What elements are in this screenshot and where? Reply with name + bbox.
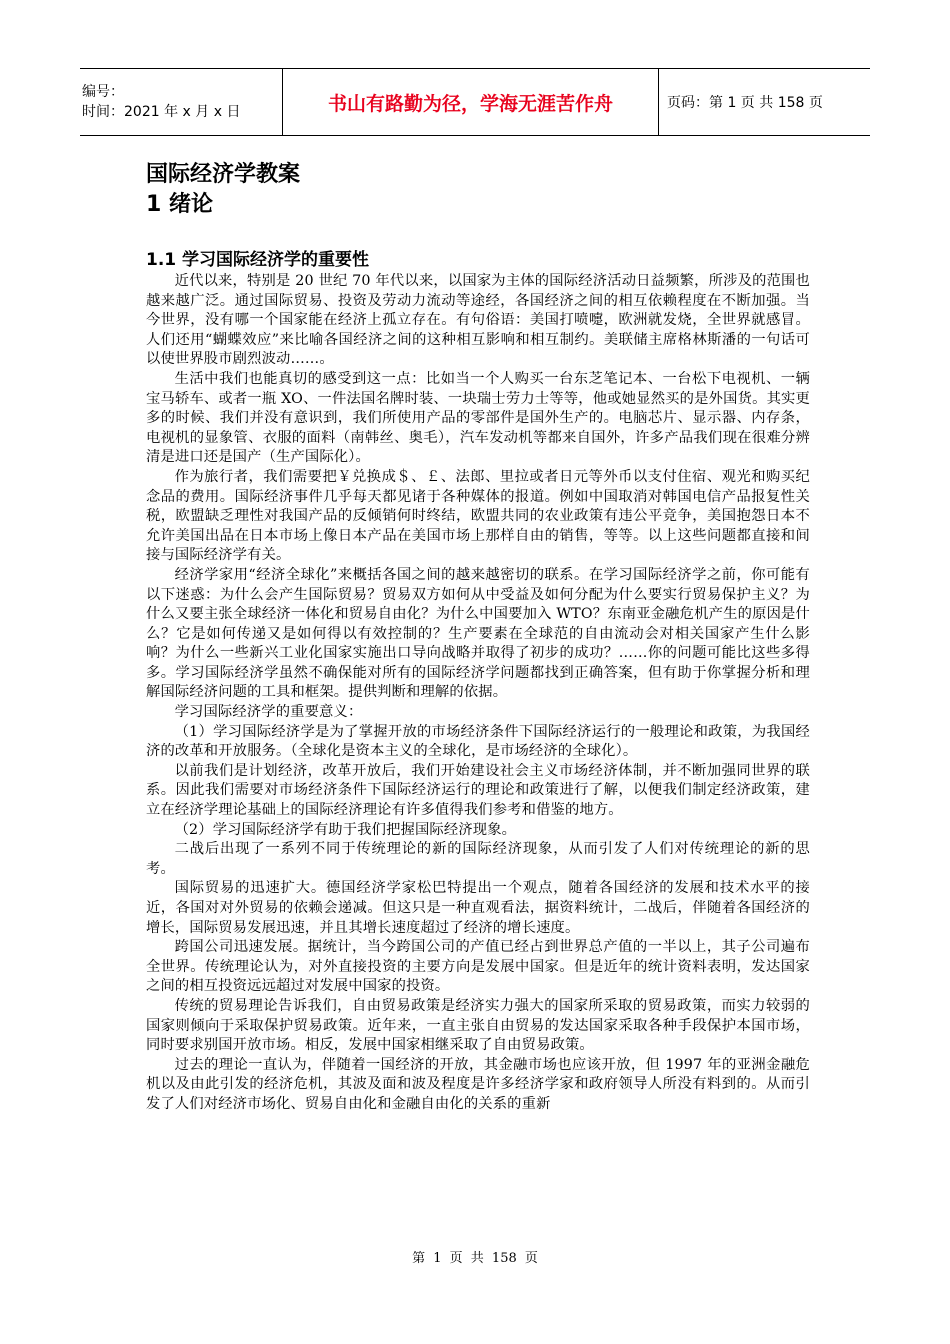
- header-motto: 书山有路勤为径，学海无涯苦作舟: [283, 69, 659, 135]
- paragraph: 以前我们是计划经济，改革开放后，我们开始建设社会主义市场经济体制，并不断加强同世界的联系。因此我们需要对市场经济条件下国际经济运行的理论和政策进行了解，以便我们制定经济政策，建立在经济学理论基础上的国际经济理论有许多值得我们参考和借鉴的地方。: [146, 762, 810, 819]
- document-title: 国际经济学教案: [146, 162, 301, 187]
- paragraph: 跨国公司迅速发展。据统计，当今跨国公司的产值已经占到世界总产值的一半以上，其子公司遍布全世界。传统理论认为，对外直接投资的主要方向是发展中国家。但是近年的统计资料表明，发达国家之间的相互投资远远超过对发展中国家的投资。: [146, 939, 810, 995]
- paragraph: （2）学习国际经济学有助于我们把握国际经济现象。: [174, 821, 517, 838]
- paragraph: 生活中我们也能真切的感受到这一点：比如当一个人购买一台东芝笔记本、一台松下电视机、一辆宝马轿车、或者一瓶 XO、一件法国名牌时装、一块瑞士劳力士等等，他或她显然买的是外国货。其实更多的时候、我们并没有意识到，我们所使用产品的零部件是国外生产的。电脑芯片、显示器、内存条，电视机的显象管、衣服的面料（南韩丝、奥毛），汽车发动机等都来自国外，许多产品我们现在很难分辨清是进口还是国产（生产国际化）。: [146, 370, 810, 466]
- page-footer: 第 1 页 共 158 页: [412, 1251, 538, 1266]
- header-meta: [80, 69, 283, 135]
- paragraph: 过去的理论一直认为，伴随着一国经济的开放，其金融市场也应该开放，但 1997 年的亚洲金融危机以及由此引发的经济危机，其波及面和波及程度是许多经济学家和政府领导人所没有料到的。从而引发了人们对经济市场化、贸易自由化和金融自由化的关系的重新: [146, 1056, 810, 1112]
- paragraph: 国际贸易的迅速扩大。德国经济学家松巴特提出一个观点，随着各国经济的发展和技术水平的接近，各国对对外贸易的依赖会递减。但这只是一种直观看法，据资料统计，二战后，伴随着各国经济的增长，国际贸易发展迅速，并且其增长速度超过了经济的增长速度。: [146, 880, 810, 936]
- paragraph: 作为旅行者，我们需要把￥兑换成＄、￡、法郎、里拉或者日元等外币以支付住宿、观光和购买纪念品的费用。国际经济事件几乎每天都见诸于各种媒体的报道。例如中国取消对韩国电信产品报复性关税，欧盟缺乏理性对我国产品的反倾销何时终结，欧盟共同的农业政策有违公平竞争，美国抱怨日本不允许美国出品在日本市场上像日本产品在美国市场上那样自由的销售，等等。以上这些问题都直接和间接与国际经济学有关。: [146, 468, 810, 564]
- page-header: [80, 68, 870, 136]
- chapter-heading: 1 绪论: [146, 192, 213, 217]
- paragraph: （1）学习国际经济学是为了掌握开放的市场经济条件下国际经济运行的一般理论和政策，为我国经济的改革和开放服务。（全球化是资本主义的全球化，是市场经济的全球化）。: [146, 723, 810, 760]
- header-page-info: 页码：第 1 页 共 158 页: [667, 95, 823, 111]
- paragraph: 二战后出现了一系列不同于传统理论的新的国际经济现象，从而引发了人们对传统理论的新的思考。: [146, 841, 810, 877]
- paragraph: 近代以来，特别是 20 世纪 70 年代以来，以国家为主体的国际经济活动日益频繁，所涉及的范围也越来越广泛。通过国际贸易、投资及劳动力流动等途经，各国经济之间的相互依赖程度在不断加强。当今世界，没有哪一个国家能在经济上孤立存在。有句俗语：美国打喷嚏，欧洲就发烧，全世界就感冒。人们还用“蝴蝶效应”来比喻各国经济之间的这种相互影响和相互制约。美联储主席格林斯潘的一句话可以使世界股市剧烈波动……。: [146, 273, 810, 368]
- document-date-label: 时间：2021 年 x 月 x 日: [82, 104, 241, 120]
- section-heading: 1.1 学习国际经济学的重要性: [146, 250, 370, 270]
- paragraph: 学习国际经济学的重要意义：: [174, 704, 363, 721]
- paragraph: 经济学家用“经济全球化”来概括各国之间的越来越密切的联系。在学习国际经济学之前，你可能有以下迷惑：为什么会产生国际贸易？贸易双方如何从中受益及如何分配为什么要实行贸易保护主义？为什么又要主张全球经济一体化和贸易自由化？为什么中国要加入 WTO？东南亚金融危机产生的原因是什么？它是如何传递又是如何得以有效控制的？生产要素在全球范的自由流动会对相关国家产生什么影响？为什么一些新兴工业化国家实施出口导向战略并取得了初步的成功？……你的问题可能比这些多得多。学习国际经济学虽然不确保能对所有的国际经济学问题都找到正确答案，但有助于你掌握分析和理解国际经济问题的工具和框架。提供判断和理解的依据。: [146, 566, 810, 701]
- document-body: [146, 160, 810, 1115]
- paragraph: 传统的贸易理论告诉我们，自由贸易政策是经济实力强大的国家所采取的贸易政策，而实力较弱的国家则倾向于采取保护贸易政策。近年来，一直主张自由贸易的发达国家采取各种手段保护本国市场，同时要求别国开放市场。相反，发展中国家相继采取了自由贸易政策。: [146, 997, 810, 1054]
- document-number-label: 编号：: [82, 84, 124, 100]
